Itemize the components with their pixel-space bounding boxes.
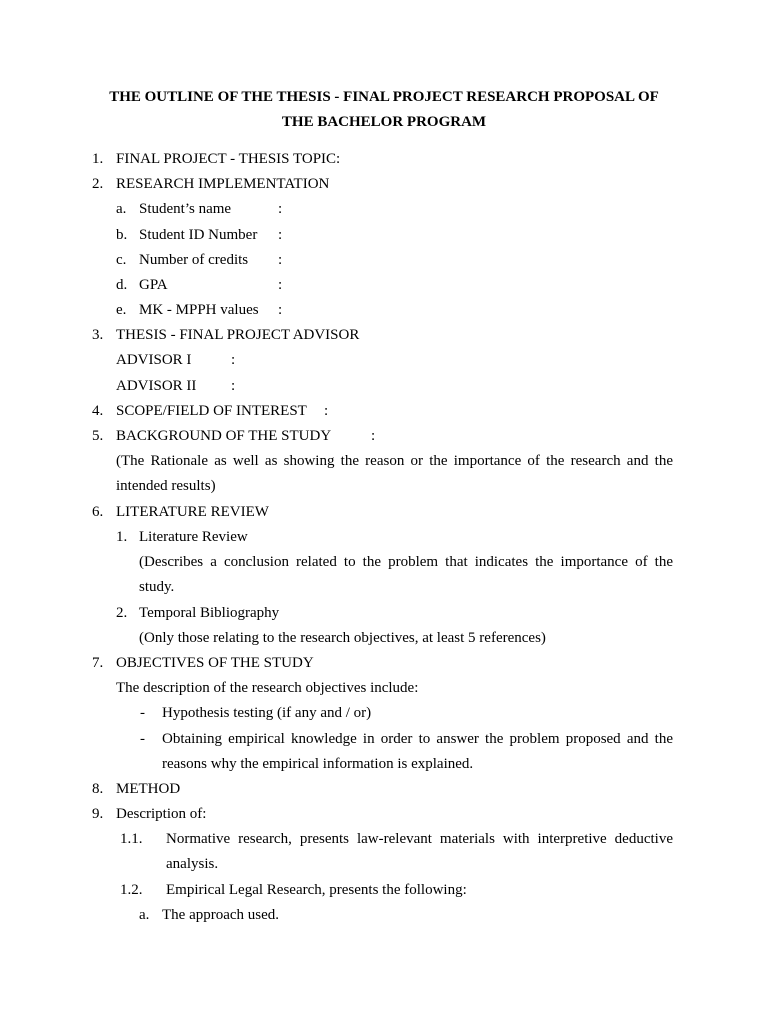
- objective-hypothesis: Hypothesis testing (if any and / or): [162, 705, 372, 721]
- subsection-number: 2.: [116, 605, 128, 621]
- section-2-number: 2.: [92, 176, 104, 192]
- objective-empirical-line-2: reasons why the empirical information is explained.: [162, 756, 474, 772]
- field-colon: :: [278, 201, 283, 217]
- item-letter: c.: [116, 252, 127, 268]
- item-number: 1.2.: [120, 882, 143, 898]
- subsection-number: 1.: [116, 529, 128, 545]
- temporal-bibliography-subheading: Temporal Bibliography: [139, 605, 280, 621]
- document-title-line-1: THE OUTLINE OF THE THESIS - FINAL PROJECT RESEARCH PROPOSAL OF: [109, 89, 659, 105]
- normative-research-line-1: Normative research, presents law-relevant materials with interpretive deductive: [166, 831, 673, 847]
- section-3-heading: THESIS - FINAL PROJECT ADVISOR: [116, 327, 360, 343]
- item-letter: d.: [116, 277, 128, 293]
- bullet-dash: -: [140, 705, 145, 721]
- field-colon: :: [278, 302, 283, 318]
- item-letter: e.: [116, 302, 127, 318]
- document-title-line-2: THE BACHELOR PROGRAM: [281, 114, 487, 130]
- mk-mpph-label: MK - MPPH values: [139, 302, 259, 318]
- section-1-heading: FINAL PROJECT - THESIS TOPIC:: [116, 151, 341, 167]
- section-5-number: 5.: [92, 428, 104, 444]
- background-description-line-2: intended results): [116, 478, 216, 494]
- empirical-legal-research: Empirical Legal Research, presents the following:: [166, 882, 467, 898]
- section-2-heading: RESEARCH IMPLEMENTATION: [116, 176, 330, 192]
- literature-review-description-line-2: study.: [139, 579, 175, 595]
- objectives-intro: The description of the research objectives include:: [116, 680, 419, 696]
- student-id-label: Student ID Number: [139, 227, 258, 243]
- item-letter: a.: [116, 201, 127, 217]
- credits-label: Number of credits: [139, 252, 249, 268]
- student-name-label: Student’s name: [139, 201, 232, 217]
- approach-used: The approach used.: [162, 907, 280, 923]
- temporal-bibliography-description: (Only those relating to the research objectives, at least 5 references): [139, 630, 546, 646]
- section-6-number: 6.: [92, 504, 104, 520]
- field-colon: :: [278, 227, 283, 243]
- section-1-number: 1.: [92, 151, 104, 167]
- background-description-line-1: (The Rationale as well as showing the reason or the importance of the research and the: [116, 453, 673, 469]
- section-8-number: 8.: [92, 781, 104, 797]
- item-letter: a.: [139, 907, 150, 923]
- field-colon: :: [231, 352, 236, 368]
- section-4-heading: SCOPE/FIELD OF INTEREST: [116, 403, 307, 419]
- field-colon: :: [324, 403, 329, 419]
- advisor-2-label: ADVISOR II: [116, 378, 197, 394]
- section-9-number: 9.: [92, 806, 104, 822]
- section-5-heading: BACKGROUND OF THE STUDY: [116, 428, 332, 444]
- objective-empirical-line-1: Obtaining empirical knowledge in order to answer the problem proposed and the: [162, 731, 673, 747]
- section-7-heading: OBJECTIVES OF THE STUDY: [116, 655, 314, 671]
- section-9-heading: Description of:: [116, 806, 207, 822]
- section-7-number: 7.: [92, 655, 104, 671]
- section-3-number: 3.: [92, 327, 104, 343]
- advisor-1-label: ADVISOR I: [116, 352, 192, 368]
- section-6-heading: LITERATURE REVIEW: [116, 504, 269, 520]
- field-colon: :: [278, 252, 283, 268]
- bullet-dash: -: [140, 731, 145, 747]
- section-8-heading: METHOD: [116, 781, 181, 797]
- normative-research-line-2: analysis.: [166, 856, 219, 872]
- field-colon: :: [371, 428, 376, 444]
- item-number: 1.1.: [120, 831, 143, 847]
- gpa-label: GPA: [139, 277, 168, 293]
- field-colon: :: [231, 378, 236, 394]
- literature-review-description-line-1: (Describes a conclusion related to the problem that indicates the importance of the: [139, 554, 673, 570]
- literature-review-subheading: Literature Review: [139, 529, 248, 545]
- item-letter: b.: [116, 227, 128, 243]
- field-colon: :: [278, 277, 283, 293]
- section-4-number: 4.: [92, 403, 104, 419]
